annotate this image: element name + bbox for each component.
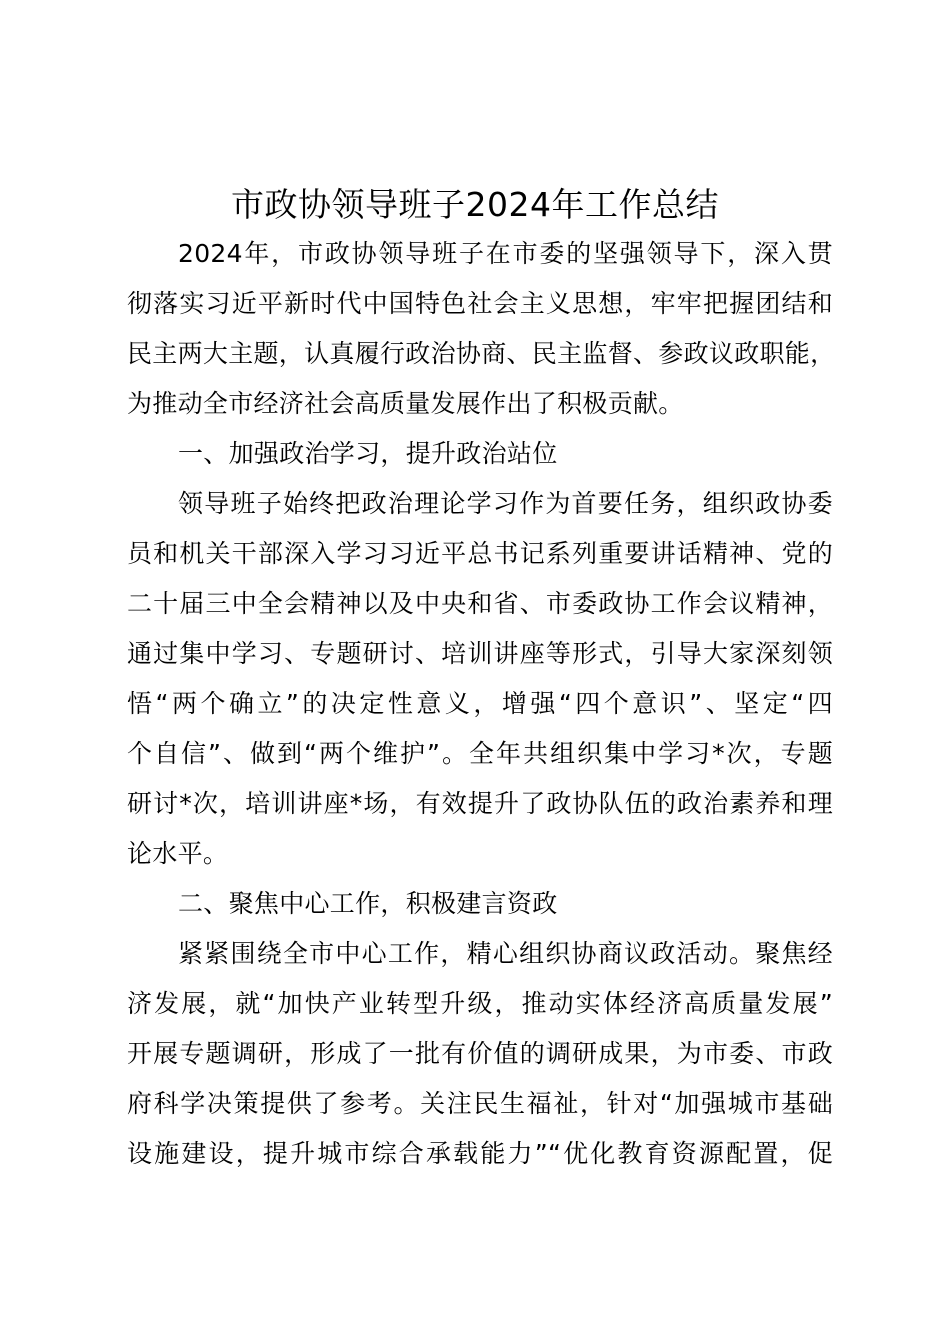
intro-line-3: 民主两大主题，认真履行政治协商、民主监督、参政议政职能， [127, 339, 836, 368]
section1-line-8: 论水平。 [127, 839, 229, 868]
section1-line-3: 二十届三中全会精神以及中央和省、市委政协工作会议精神， [127, 589, 833, 618]
section1-line-7: 研讨*次，培训讲座*场，有效提升了政协队伍的政治素养和理 [127, 789, 833, 818]
section2-line-3: 开展专题调研，形成了一批有价值的调研成果，为市委、市政 [127, 1039, 833, 1068]
section1-line-1: 领导班子始终把政治理论学习作为首要任务，组织政协委 [178, 489, 833, 518]
intro-line-2: 彻落实习近平新时代中国特色社会主义思想，牢牢把握团结和 [127, 289, 833, 318]
section2-line-5: 设施建设，提升城市综合承载能力”“优化教育资源配置，促 [127, 1139, 833, 1168]
section2-line-1: 紧紧围绕全市中心工作，精心组织协商议政活动。聚焦经 [178, 939, 833, 968]
intro-line-4: 为推动全市经济社会高质量发展作出了积极贡献。 [127, 389, 684, 418]
section-heading-2: 二、聚焦中心工作，积极建言资政 [178, 889, 558, 918]
section1-line-4: 通过集中学习、专题研讨、培训讲座等形式，引导大家深刻领 [127, 639, 833, 668]
document-title: 市政协领导班子2024年工作总结 [231, 185, 719, 224]
section2-line-2: 济发展，就“加快产业转型升级，推动实体经济高质量发展” [127, 989, 833, 1018]
section2-line-4: 府科学决策提供了参考。关注民生福祉，针对“加强城市基础 [127, 1089, 833, 1118]
section-heading-1: 一、加强政治学习，提升政治站位 [178, 439, 558, 468]
intro-line-1: 2024年，市政协领导班子在市委的坚强领导下，深入贯 [178, 239, 833, 268]
section1-line-2: 员和机关干部深入学习习近平总书记系列重要讲话精神、党的 [127, 539, 833, 568]
section1-line-5: 悟“两个确立”的决定性意义，增强“四个意识”、坚定“四 [127, 689, 833, 718]
section1-line-6: 个自信”、做到“两个维护”。全年共组织集中学习*次，专题 [127, 739, 833, 768]
